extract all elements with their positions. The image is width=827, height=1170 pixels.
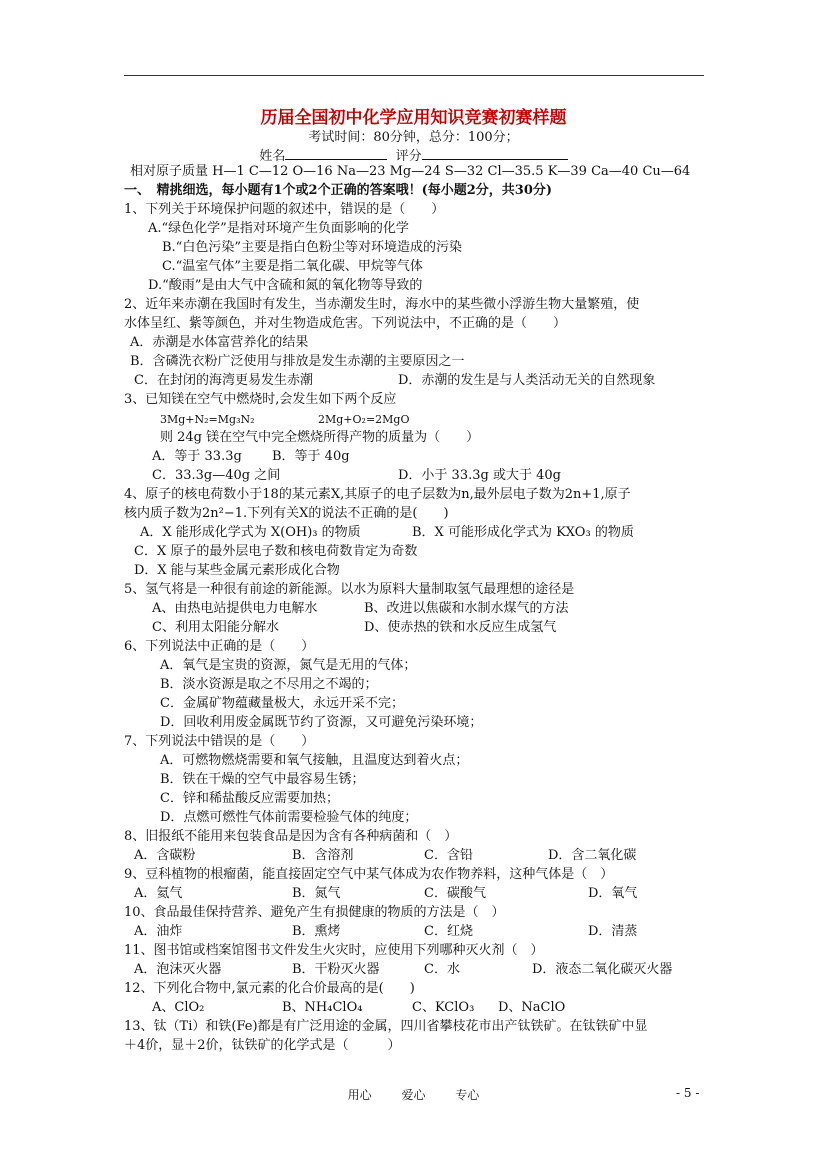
q12-option-c: C、KClO₃ <box>412 1000 475 1015</box>
q9-option-b: B．氮气 <box>292 886 341 901</box>
q10-stem: 10、食品最佳保持营养、避免产生有损健康的物质的方法是（ ） <box>124 905 505 920</box>
q12-stem: 12、下列化合物中,氯元素的化合价最高的是( ) <box>124 981 415 996</box>
q11-option-c: C．水 <box>424 962 460 977</box>
q10-option-b: B．熏烤 <box>292 924 341 939</box>
q7-option-d: D．点燃可燃性气体前需要检验气体的纯度； <box>160 810 418 825</box>
q6-option-c: C．金属矿物蕴藏量极大，永远开采不完； <box>160 696 404 711</box>
q4-option-a: A．X 能形成化学式为 X(OH)₃ 的物质 <box>140 525 361 540</box>
q9-option-c: C．碳酸气 <box>424 886 486 901</box>
q10-option-c: C．红烧 <box>424 924 473 939</box>
q3-stem: 3、已知镁在空气中燃烧时,会发生如下两个反应 <box>124 392 397 407</box>
q3-question: 则 24g 镁在空气中完全燃烧所得产物的质量为（ ） <box>160 430 480 445</box>
q2-option-b: B．含磷洗衣粉广泛使用与排放是发生赤潮的主要原因之一 <box>130 354 465 369</box>
q2-option-d: D．赤潮的发生是与人类活动无关的自然现象 <box>398 373 656 388</box>
q8-option-c: C．含铅 <box>424 848 473 863</box>
q11-option-a: A．泡沫灭火器 <box>134 962 222 977</box>
q11-stem: 11、图书馆或档案馆图书文件发生火灾时，应使用下列哪种灭火剂（ ） <box>124 943 544 958</box>
q2-stem-1: 2、近年来赤潮在我国时有发生，当赤潮发生时，海水中的某些微小浮游生物大量繁殖，使 <box>124 297 640 312</box>
q3-option-a: A．等于 33.3g <box>152 449 242 464</box>
q7-option-a: A．可燃物燃烧需要和氧气接触，且温度达到着火点； <box>160 753 469 768</box>
q4-option-b: B．X 可能形成化学式为 KXO₃ 的物质 <box>412 525 634 540</box>
q3-option-c: C．33.3g—40g 之间 <box>152 468 281 483</box>
q1-option-a: A.“绿色化学”是指对环境产生负面影响的化学 <box>148 221 409 236</box>
name-label: 姓名 <box>259 149 286 164</box>
q8-option-b: B．含溶剂 <box>292 848 354 863</box>
q2-stem-2: 水体呈红、紫等颜色，并对生物造成危害。下列说法中，不正确的是（ ） <box>124 316 567 331</box>
q4-option-c: C．X 原子的最外层电子数和核电荷数肯定为奇数 <box>134 544 418 559</box>
q10-option-a: A．油炸 <box>134 924 183 939</box>
q6-stem: 6、下列说法中正确的是（ ） <box>124 639 315 654</box>
q10-option-d: D．清蒸 <box>588 924 638 939</box>
q1-option-b: B.“白色污染”主要是指白色粉尘等对环境造成的污染 <box>162 240 462 255</box>
q6-option-d: D．回收利用废金属既节约了资源，又可避免污染环境； <box>160 715 483 730</box>
exam-info: 考试时间：80分钟，总分：100分； <box>308 130 519 145</box>
atomic-mass-line: 相对原子质量 H—1 C—12 O—16 Na—23 Mg—24 S—32 Cl—35.5 K—39 Ca—40 Cu—64 <box>130 164 691 179</box>
q8-option-d: D．含二氧化碳 <box>548 848 637 863</box>
page-title: 历届全国初中化学应用知识竞赛初赛样题 <box>260 108 567 128</box>
q8-option-a: A．含碳粉 <box>134 848 196 863</box>
name-field[interactable] <box>285 146 387 160</box>
footer-text: 用心 爱心 专心 <box>347 1088 480 1102</box>
q5-option-c: C、利用太阳能分解水 <box>152 620 279 635</box>
q7-option-b: B．铁在干燥的空气中最容易生锈； <box>160 772 365 787</box>
q12-option-d: D、NaClO <box>498 1000 566 1015</box>
q11-option-d: D．液态二氧化碳灭火器 <box>532 962 673 977</box>
q11-option-b: B．干粉灭火器 <box>292 962 380 977</box>
q3-equation-2: 2Mg+O₂=2MgO <box>318 413 410 426</box>
q12-option-b: B、NH₄ClO₄ <box>282 1000 363 1015</box>
q9-option-a: A．氦气 <box>134 886 183 901</box>
q4-stem-2: 核内质子数为2n²−1.下列有关X的说法不正确的是( ) <box>124 506 449 521</box>
q2-option-c: C．在封闭的海湾更易发生赤潮 <box>134 373 313 388</box>
q9-stem: 9、豆科植物的根瘤菌，能直接固定空气中某气体成为农作物养料，这种气体是（ ） <box>124 867 614 882</box>
q1-option-d: D.“酸雨”是由大气中含硫和氮的氧化物等导致的 <box>148 278 423 293</box>
q2-option-a: A．赤潮是水体富营养化的结果 <box>130 335 309 350</box>
section-heading: 一、 精挑细选，每小题有1个或2个正确的答案哦！(每小题2分，共30分) <box>124 183 553 198</box>
q3-option-b: B．等于 40g <box>272 449 350 464</box>
q6-option-a: A．氧气是宝贵的资源，氮气是无用的气体； <box>160 658 417 673</box>
q5-option-d: D、使赤热的铁和水反应生成氢气 <box>364 620 557 635</box>
q13-stem-1: 13、钛（Ti）和铁(Fe)都是有广泛用途的金属，四川省攀枝花市出产钛铁矿。在钛铁矿中显 <box>124 1019 648 1034</box>
q5-option-a: A、由热电站提供电力电解水 <box>152 601 318 616</box>
q9-option-d: D．氧气 <box>588 886 638 901</box>
q1-option-c: C.“温室气体”主要是指二氧化碳、甲烷等气体 <box>162 259 423 274</box>
q3-equation-1: 3Mg+N₂=Mg₃N₂ <box>160 413 255 426</box>
q5-option-b: B、改进以焦碳和水制水煤气的方法 <box>364 601 569 616</box>
q3-option-d: D．小于 33.3g 或大于 40g <box>398 468 561 483</box>
q6-option-b: B．淡水资源是取之不尽用之不竭的； <box>160 677 378 692</box>
q13-stem-2: ＋4价，显＋2价，钛铁矿的化学式是（ ） <box>124 1038 401 1053</box>
q4-stem-1: 4、原子的核电荷数小于18的某元素X,其原子的电子层数为n,最外层电子数为2n+1,原子 <box>124 487 631 502</box>
q12-option-a: A、ClO₂ <box>152 1000 205 1015</box>
page-number: - 5 - <box>676 1086 700 1100</box>
q8-stem: 8、旧报纸不能用来包装食品是因为含有各种病菌和（ ） <box>124 829 458 844</box>
top-rule <box>124 75 704 76</box>
q5-stem: 5、氢气将是一种很有前途的新能源。以水为原料大量制取氢气最理想的途径是 <box>124 582 575 597</box>
q1-stem: 1、下列关于环境保护问题的叙述中，错误的是（ ） <box>124 202 445 217</box>
score-label: 评分 <box>395 149 422 164</box>
name-score-line <box>0 145 827 164</box>
q4-option-d: D．X 能与某些金属元素形成化合物 <box>134 563 340 578</box>
q7-stem: 7、下列说法中错误的是（ ） <box>124 734 315 749</box>
score-field[interactable] <box>422 146 568 160</box>
q7-option-c: C．锌和稀盐酸反应需要加热； <box>160 791 339 806</box>
